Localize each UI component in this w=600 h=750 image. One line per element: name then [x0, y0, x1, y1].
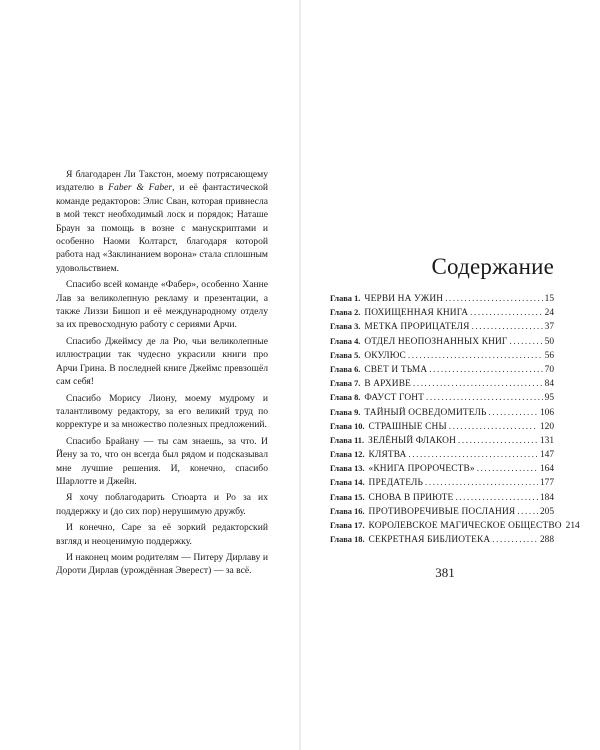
chapter-page-number: 288: [539, 535, 554, 546]
chapter-title: «КНИГА ПРОРОЧЕСТВ»: [368, 464, 475, 475]
chapter-page-number: 106: [539, 407, 554, 418]
toc-entry: [330, 435, 554, 449]
chapter-label: Глава 1.: [330, 294, 361, 303]
chapter-label: Глава 16.: [330, 506, 365, 516]
dot-leader: [477, 463, 538, 473]
chapter-page-number: 15: [544, 294, 554, 304]
chapter-label: Глава 7.: [330, 379, 361, 389]
chapter-title: КОРОЛЕВСКОЕ МАГИЧЕСКОЕ ОБЩЕСТВО: [368, 521, 562, 531]
chapter-page-number: 24: [544, 308, 554, 319]
toc-entry: [330, 477, 554, 491]
chapter-title: МЕТКА ПРОРИЦАТЕЛЯ: [364, 322, 470, 333]
paragraph-text: , и её фантастической команде редакторов: Элис Сван, которая привнесла в мой текст необходимый лоск и порядок; Наташе Браун за помощь в возне с манускриптами и особенно Наоми Колтарст, благодаря которой работа над «Заклинанием ворона» стала сплошным удовольствием.: [56, 182, 269, 274]
chapter-label: Глава 3.: [330, 322, 361, 332]
paragraph-text: И конечно, Саре за её зоркий редакторский взгляд и неоценимую поддержку.: [56, 522, 268, 547]
toc-entry: [330, 307, 554, 321]
chapter-page-number: 214: [565, 521, 580, 531]
dot-leader: [492, 534, 538, 544]
chapter-title: ПРЕДАТЕЛЬ: [368, 478, 424, 489]
dot-leader: [517, 506, 538, 516]
toc-entry: [330, 421, 554, 435]
chapter-page-number: 205: [539, 506, 554, 517]
chapter-label: Глава 11.: [330, 435, 365, 445]
chapter-page-number: 164: [539, 464, 554, 475]
chapter-title: ФАУСТ ГОНТ: [364, 393, 425, 404]
toc-entry: [330, 378, 554, 392]
table-of-contents: [330, 293, 580, 548]
toc-entry: [330, 350, 554, 364]
chapter-title: ТАЙНЫЙ ОСВЕДОМИТЕЛЬ: [364, 407, 487, 418]
dot-leader: [489, 407, 538, 417]
toc-entry: [330, 449, 554, 463]
toc-entry: [330, 492, 554, 506]
acknowledgement-paragraph: [56, 435, 268, 489]
chapter-label: Глава 15.: [330, 492, 365, 502]
toc-entry: [330, 392, 554, 406]
dot-leader: [408, 350, 543, 360]
chapter-page-number: 95: [544, 393, 554, 404]
chapter-page-number: 147: [539, 450, 554, 461]
dot-leader: [445, 293, 542, 303]
chapter-title: КЛЯТВА: [368, 450, 407, 461]
chapter-page-number: 56: [544, 350, 554, 361]
chapter-label: Глава 2.: [330, 308, 361, 318]
chapter-title: ЧЕРВИ НА УЖИН: [364, 294, 444, 304]
chapter-title: ЗЕЛЁНЫЙ ФЛАКОН: [368, 435, 457, 446]
acknowledgement-paragraph: [56, 278, 268, 332]
page-number: 381: [435, 565, 455, 580]
acknowledgement-paragraph: [56, 335, 268, 389]
chapter-title: ОТДЕЛ НЕОПОЗНАННЫХ КНИГ: [364, 336, 508, 347]
toc-entry: [330, 364, 554, 378]
chapter-page-number: 120: [539, 421, 554, 432]
chapter-title: СВЕТ И ТЬМА: [364, 364, 428, 375]
chapter-label: Глава 14.: [330, 478, 365, 488]
acknowledgement-paragraph: [56, 521, 268, 548]
dot-leader: [408, 449, 537, 459]
acknowledgement-paragraph: [56, 491, 268, 518]
dot-leader: [429, 364, 542, 374]
dot-leader: [413, 378, 543, 388]
toc-entry: [330, 506, 554, 520]
acknowledgement-paragraph: [56, 551, 268, 578]
chapter-label: Глава 17.: [330, 521, 365, 530]
chapter-page-number: 50: [544, 336, 554, 347]
dot-leader: [510, 336, 543, 346]
paragraph-text: Спасибо Морису Лиону, моему мудрому и талантливому редактору, за его великий труд по корректуре и за множество полезных предложений.: [56, 392, 268, 431]
chapter-page-number: 184: [539, 492, 554, 503]
publisher-name: Faber & Faber: [108, 182, 173, 194]
chapter-label: Глава 9.: [330, 407, 361, 417]
chapter-page-number: 84: [544, 379, 554, 390]
chapter-page-number: 131: [539, 435, 554, 446]
chapter-title: ПОХИЩЕННАЯ КНИГА: [364, 308, 469, 319]
toc-entry: [330, 520, 580, 534]
dot-leader: [472, 321, 543, 331]
toc-entry: [330, 534, 554, 548]
chapter-label: Глава 6.: [330, 364, 361, 374]
paragraph-text: Спасибо всей команде «Фабер», особенно Ханне Лав за великолепную рекламу и презентации, а также Лиззи Бишоп и её международному отделу за их превосходную работу с сериями Арчи.: [56, 279, 268, 331]
paragraph-text: Спасибо Джеймсу де ла Рю, чьи великолепные иллюстрации так чудесно украсили книги про Арчи Грина. В последней книге Джеймс превзошёл сам себя!: [56, 335, 268, 388]
page-gutter: [299, 0, 301, 750]
chapter-label: Глава 18.: [330, 535, 365, 545]
acknowledgements-text: [56, 168, 268, 578]
dot-leader: [470, 307, 542, 317]
chapter-title: СЕКРЕТНАЯ БИБЛИОТЕКА: [368, 535, 491, 546]
chapter-label: Глава 5.: [330, 350, 361, 360]
chapter-label: Глава 10.: [330, 421, 365, 431]
paragraph-text: Я благодарен Ли Такстон, моему потрясающему издателю в: [56, 169, 268, 194]
acknowledgement-paragraph: [56, 392, 268, 432]
chapter-title: В АРХИВЕ: [364, 379, 411, 390]
paragraph-text: Спасибо Брайану — ты сам знаешь, за что. И Йену за то, что он всегда был рядом и подсказывал мне лучшие решения. И, конечно, спасибо Шарлотте и Джейн.: [56, 435, 268, 487]
toc-entry: [330, 407, 554, 421]
chapter-label: Глава 4.: [330, 336, 361, 346]
acknowledgement-paragraph: [56, 168, 268, 275]
chapter-label: Глава 12.: [330, 450, 365, 460]
chapter-title: ПРОТИВОРЕЧИВЫЕ ПОСЛАНИЯ: [368, 506, 516, 517]
toc-entry: [330, 336, 554, 350]
dot-leader: [426, 392, 543, 402]
dot-leader: [425, 477, 538, 487]
chapter-page-number: 70: [544, 364, 554, 375]
dot-leader: [458, 435, 538, 445]
dot-leader: [455, 492, 538, 502]
paragraph-text: И наконец моим родителям — Питеру Дирлаву и Дороти Дирлав (урождённая Эверест) — за всё.: [56, 551, 268, 577]
chapter-label: Глава 13.: [330, 464, 365, 474]
chapter-page-number: 177: [539, 478, 554, 489]
chapter-title: СНОВА В ПРИЮТЕ: [368, 492, 454, 503]
dot-leader: [449, 421, 538, 431]
chapter-title: СТРАШНЫЕ СНЫ: [368, 421, 447, 432]
toc-title: Содержание: [431, 254, 554, 280]
chapter-title: ОКУЛЮС: [364, 350, 406, 361]
toc-entry: [330, 463, 554, 477]
chapter-label: Глава 8.: [330, 393, 361, 403]
toc-entry: [330, 293, 554, 307]
chapter-page-number: 37: [544, 322, 554, 333]
toc-entry: [330, 321, 554, 335]
paragraph-text: Я хочу поблагодарить Стюарта и Ро за их поддержку и (до сих пор) нерушимую дружбу.: [56, 492, 268, 517]
